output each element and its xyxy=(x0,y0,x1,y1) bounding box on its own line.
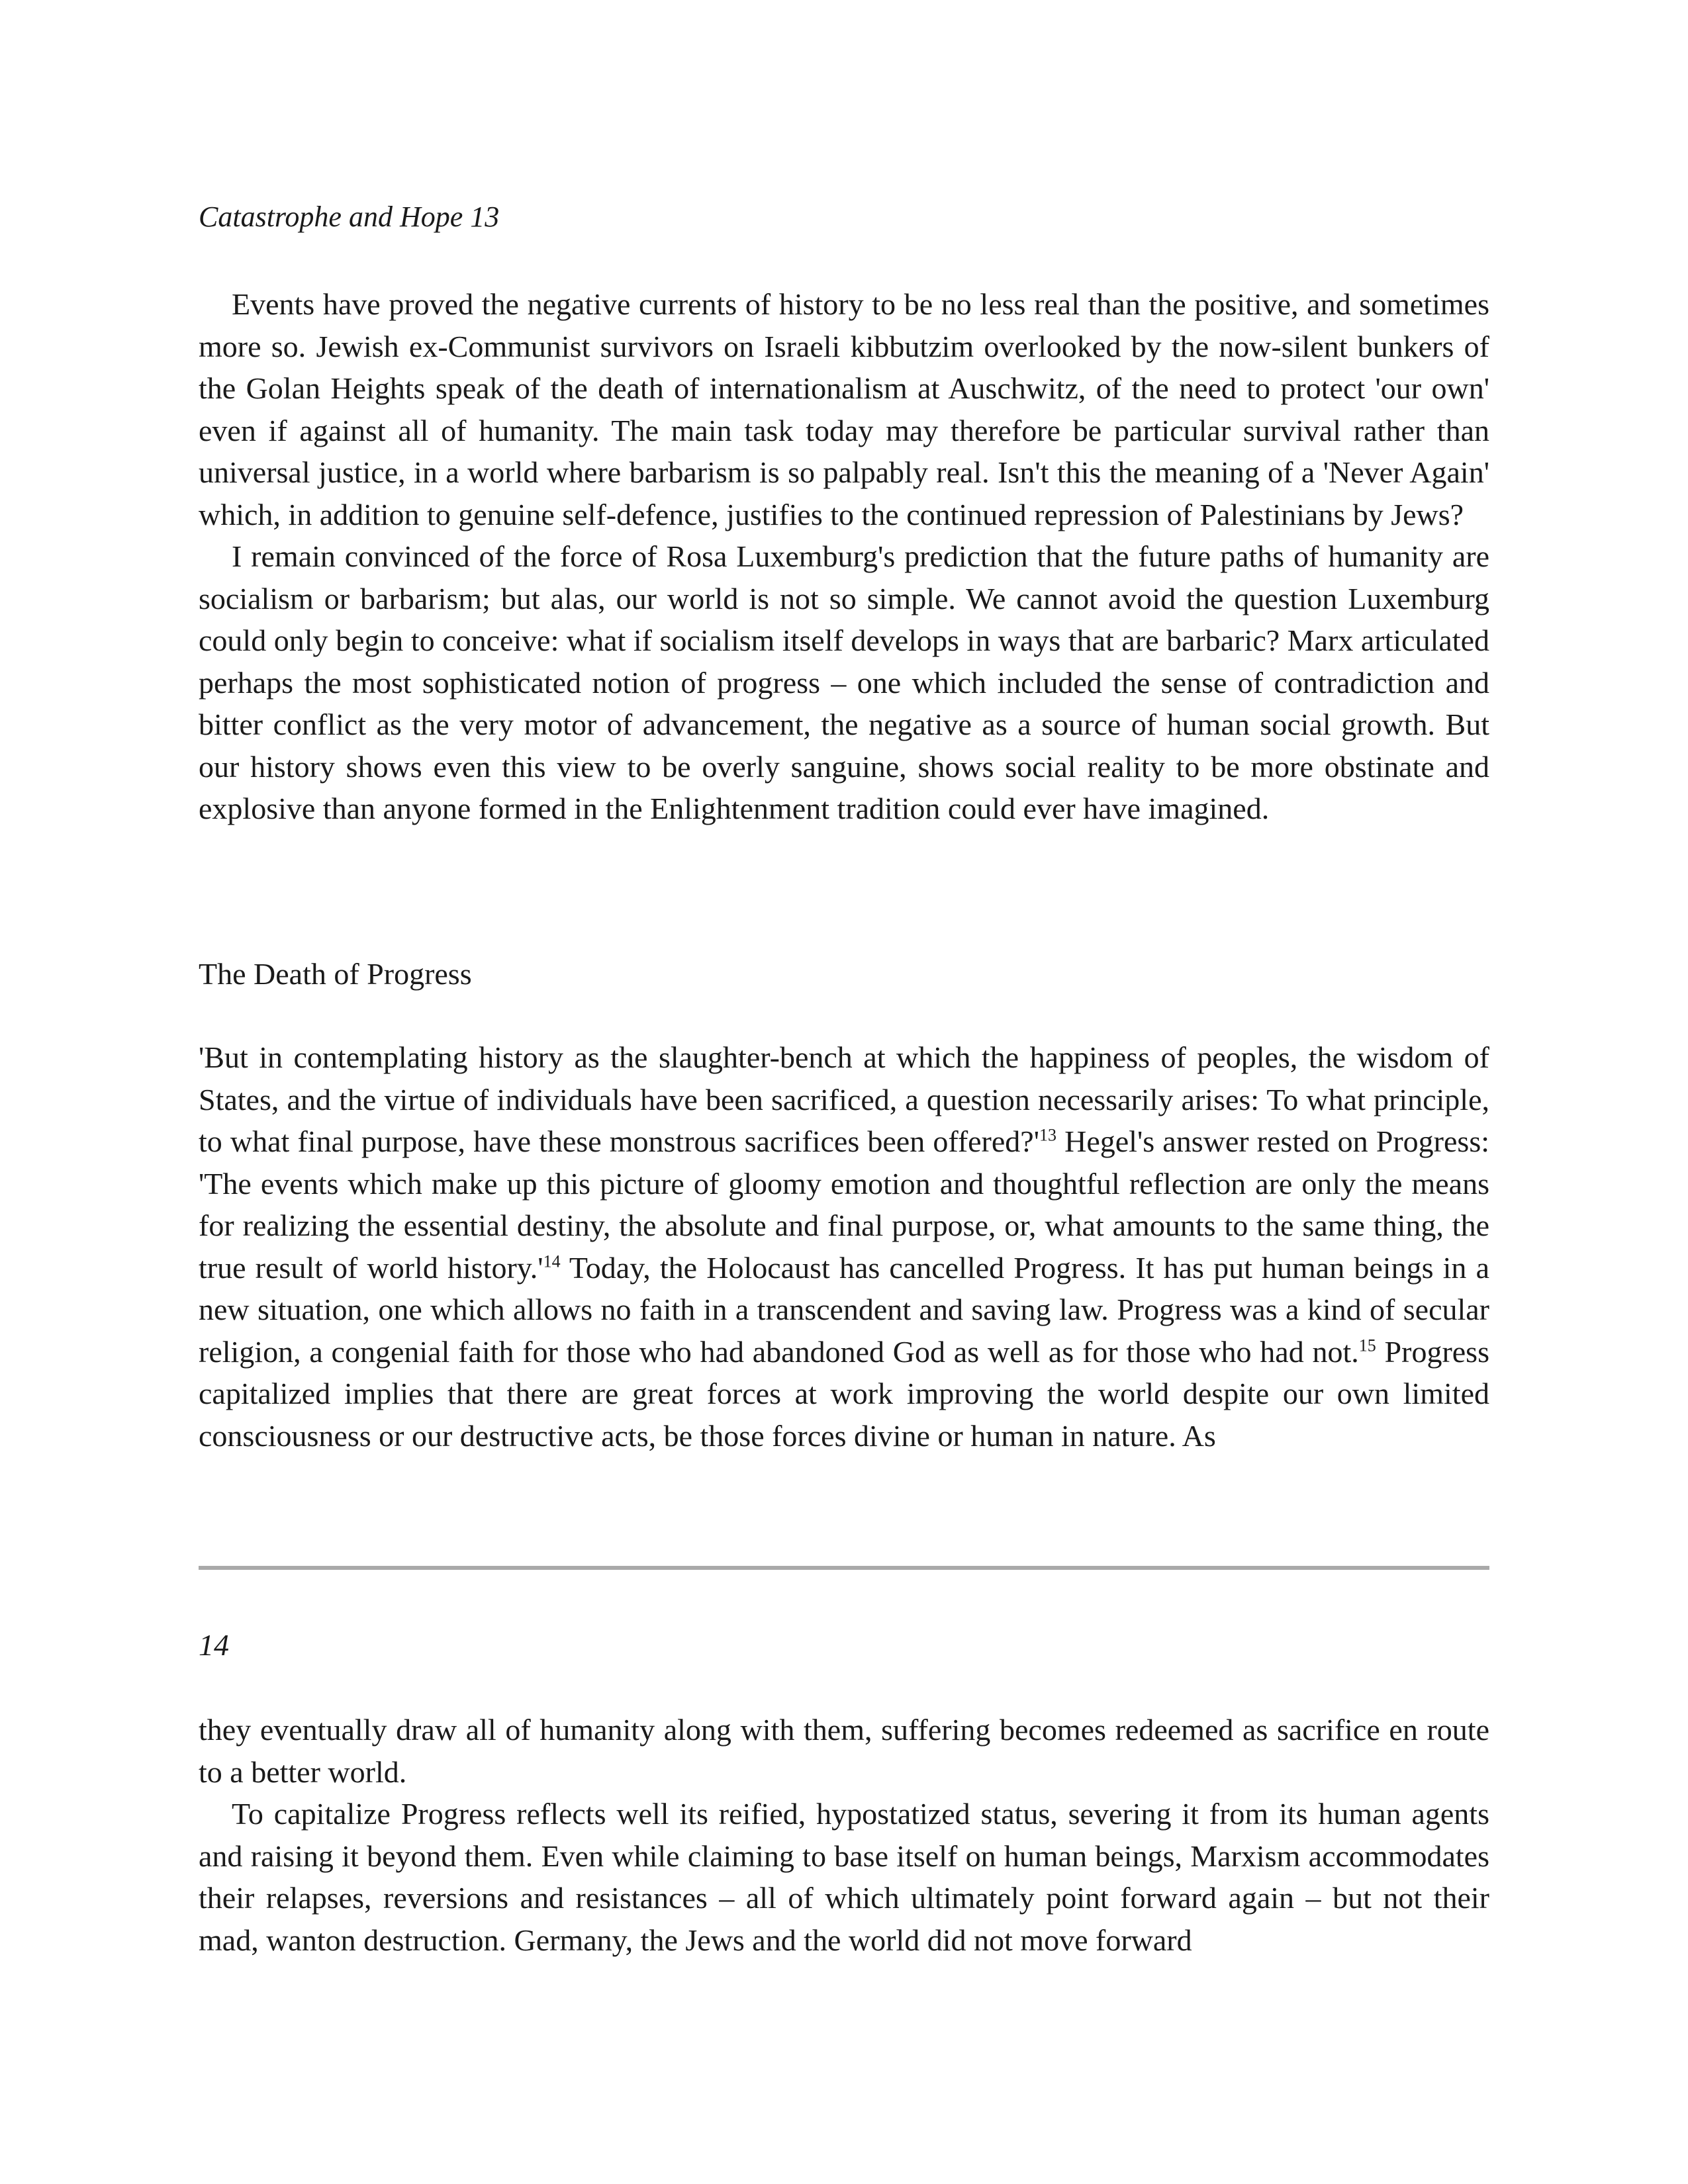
top-section xyxy=(199,283,1489,830)
footnote-ref-13: 13 xyxy=(1039,1125,1056,1145)
section-heading: The Death of Progress xyxy=(199,957,472,991)
document-page xyxy=(199,0,1489,2184)
paragraph: To capitalize Progress reflects well its reified, hypostatized status, severing it from its human agents and raising it beyond them. Even while claiming to base itself on human beings, Marxism accommodates their relapses, reversions and resistances – all of which ultimately point forward again – but not their mad, wanton destruction. Germany, the Jews and the world did not move forward xyxy=(199,1797,1489,1957)
death-of-progress-section xyxy=(199,1036,1489,1457)
paragraph-text: Hegel's answer rested on Progress: 'The events which make up this picture of gloomy emotion and thoughtful reflection are only the means for realizing the essential destiny, the absolute and final purpose, or, what amounts to the same thing, the true result of world history.' xyxy=(199,1124,1489,1285)
paragraph-text: Today, the Holocaust has cancelled Progress. It has put human beings in a new situation, one which allows no faith in a transcendent and saving law. Progress was a kind of secular religion, a congenial faith for those who had abandoned God as well as for those who had not. xyxy=(199,1250,1490,1369)
footnote-ref-15: 15 xyxy=(1358,1336,1376,1355)
paragraph-text: 'But in contemplating history as the slaughter-bench at which the happiness of peoples, the wisdom of States, and the virtue of individuals have been sacrificed, a question necessarily arises: To what principle, to what final purpose, have these monstrous sacrifices been offered?' xyxy=(199,1040,1489,1158)
paragraph: Events have proved the negative currents of history to be no less real than the positive, and sometimes more so. Jewish ex-Communist survivors on Israeli kibbutzim overlooked by the now-silent bunkers of the Golan Heights speak of the death of internationalism at Auschwitz, of the need to protect 'our own' even if against all of humanity. The main task today may therefore be particular survival rather than universal justice, in a world where barbarism is so palpably real. Isn't this the meaning of a 'Never Again' which, in addition to genuine self-defence, justifies to the continued repression of Palestinians by Jews? xyxy=(199,287,1489,531)
paragraph-text: Progress capitalized implies that there are great forces at work improving the world despite our own limited consciousness or our destructive acts, be those forces divine or human in nature. As xyxy=(199,1334,1489,1453)
page-divider xyxy=(199,1566,1489,1570)
footnote-ref-14: 14 xyxy=(543,1251,561,1271)
page-number: 14 xyxy=(199,1628,229,1662)
running-head: Catastrophe and Hope 13 xyxy=(199,201,500,233)
paragraph: I remain convinced of the force of Rosa Luxemburg's prediction that the future paths of humanity are socialism or barbarism; but alas, our world is not so simple. We cannot avoid the question Luxemburg could only begin to conceive: what if socialism itself develops in ways that are barbaric? Marx articulated perhaps the most sophisticated notion of progress – one which included the sense of contradiction and bitter conflict as the very motor of advancement, the negative as a source of human social growth. But our history shows even this view to be overly sanguine, shows social reality to be more obstinate and explosive than anyone formed in the Enlightenment tradition could ever have imagined. xyxy=(199,539,1489,825)
paragraph xyxy=(199,1036,1489,1457)
bottom-section xyxy=(199,1709,1489,1961)
paragraph: they eventually draw all of humanity along with them, suffering becomes redeemed as sacrifice en route to a better world. xyxy=(199,1713,1489,1789)
